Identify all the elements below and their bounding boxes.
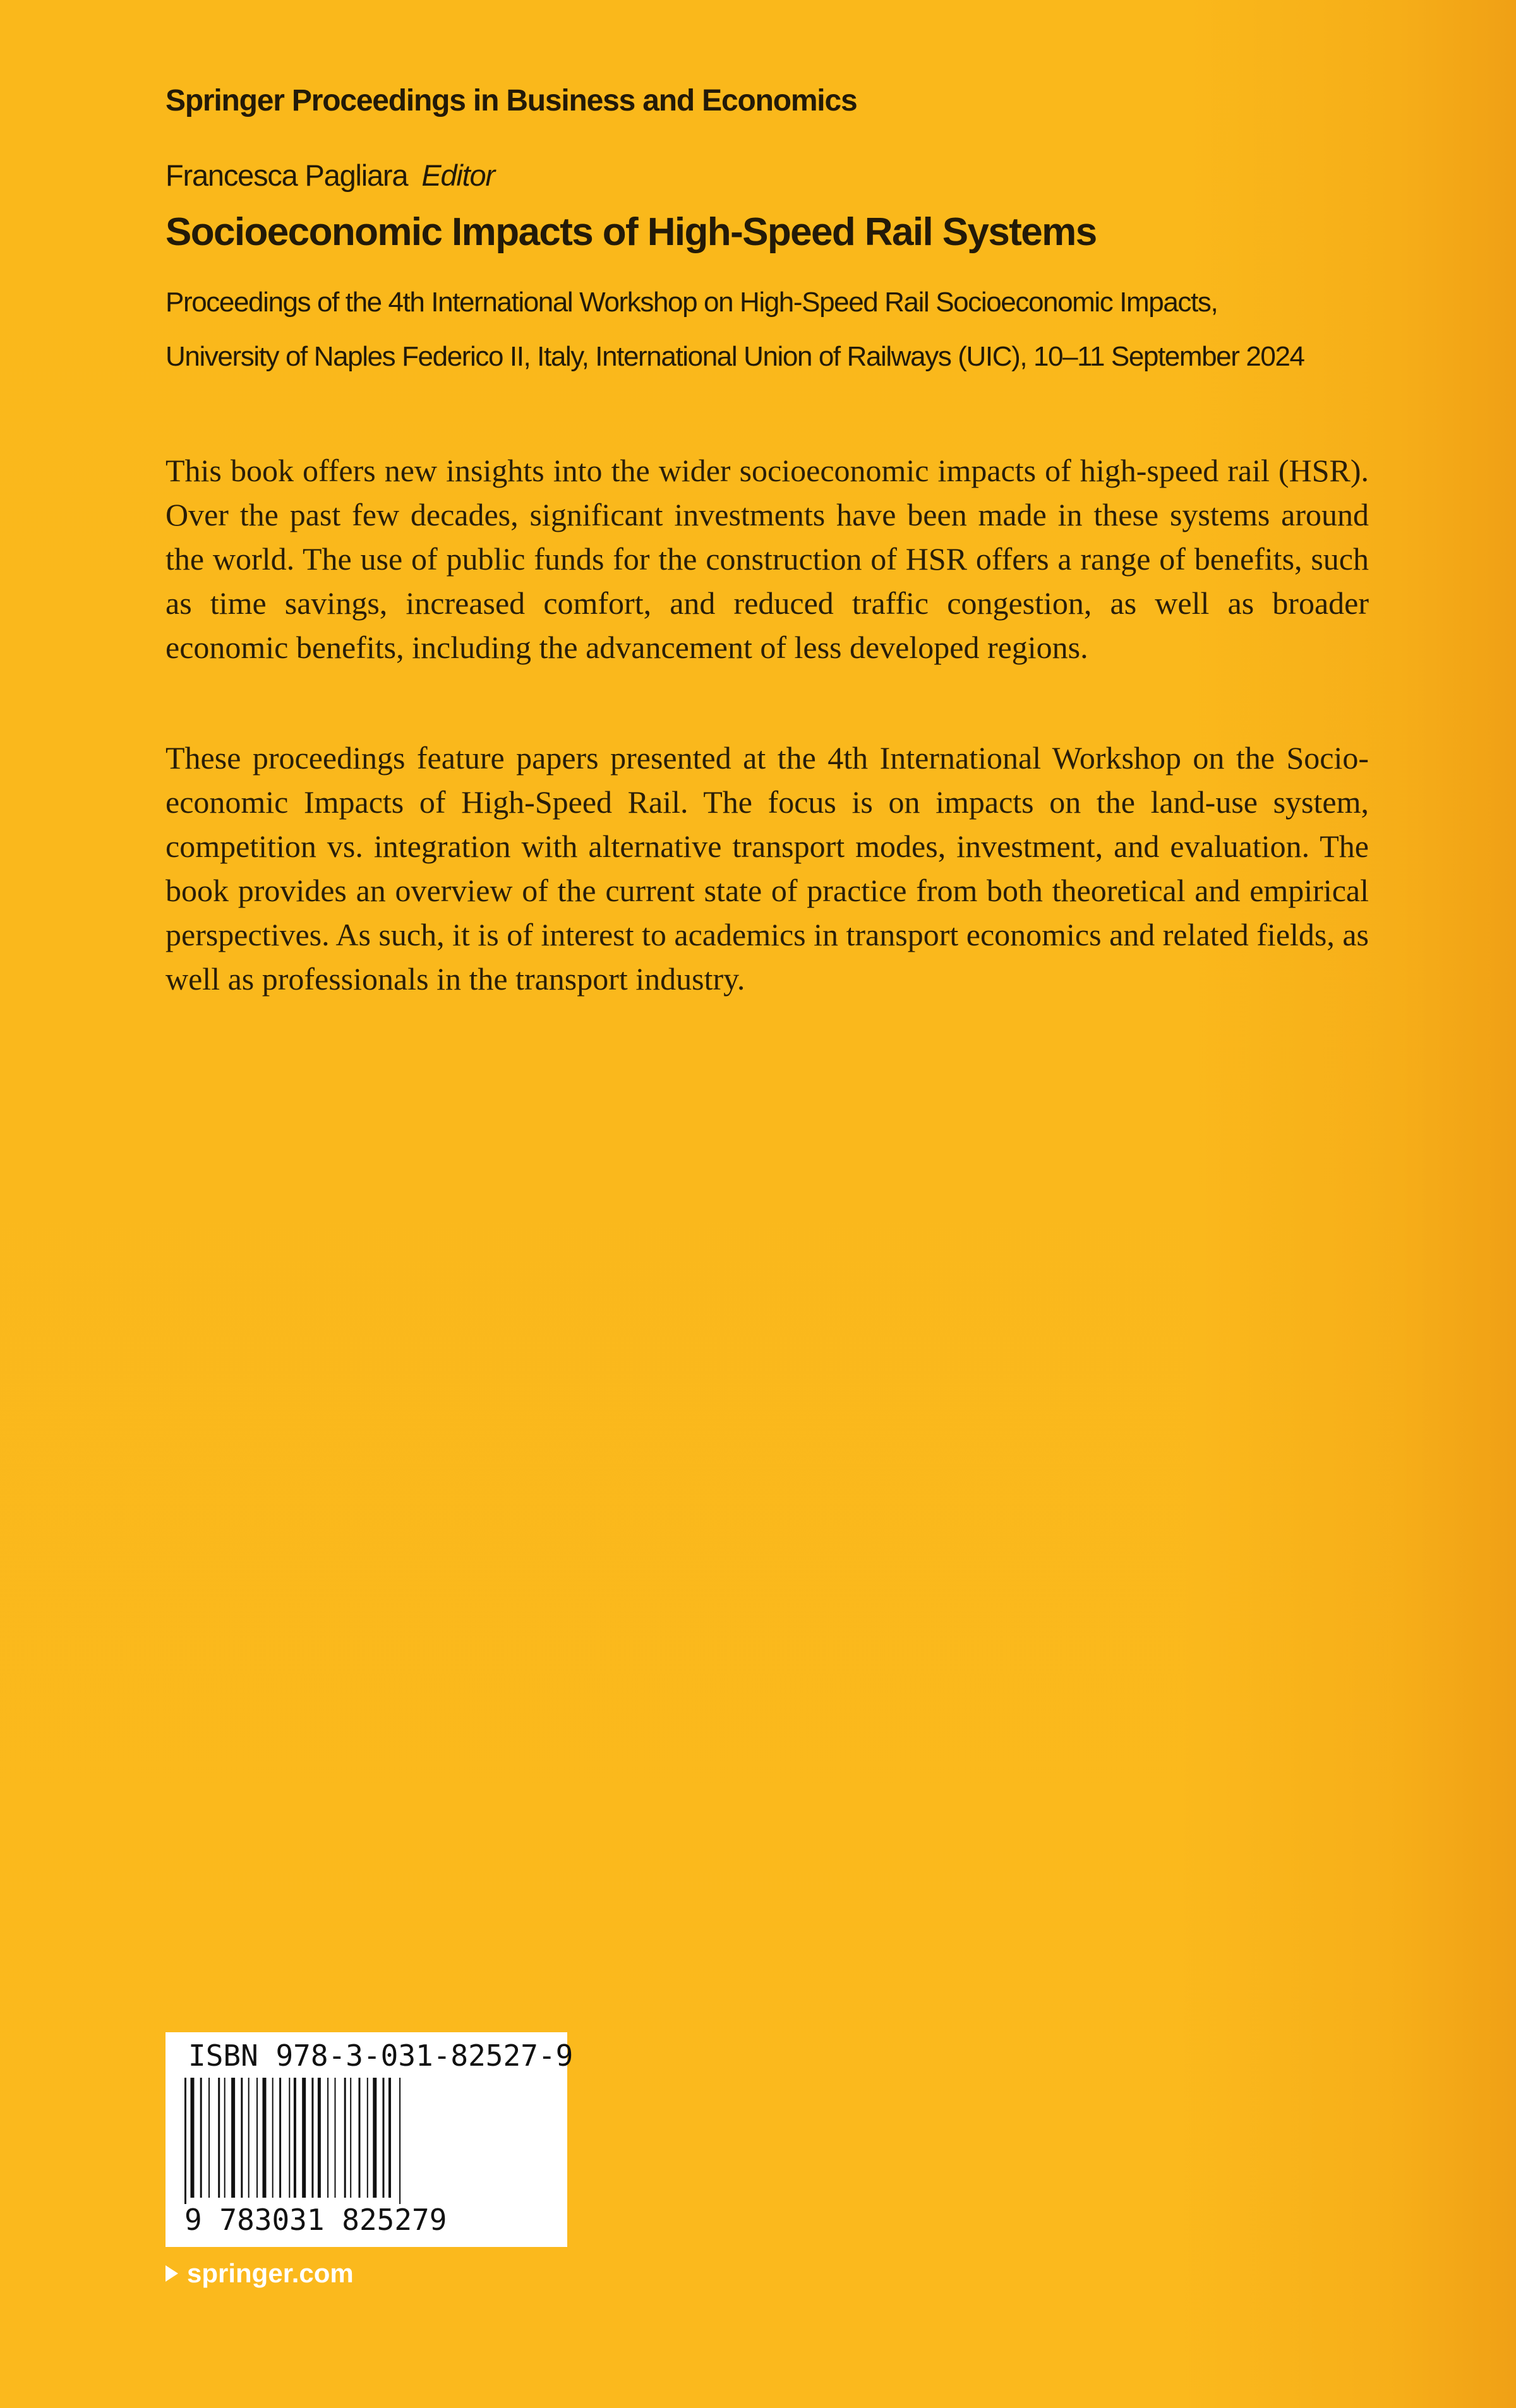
blurb-paragraph-1: This book offers new insights into the wider socioeconomic impacts of high-speed rail (HSR). Over the past few decades, significant investments have been made in these systems around the world. The use of public funds for the construction of HSR offers a range of benefits, such as time savings, increased comfort, and reduced traffic congestion, as well as broader economic benefits, including the advancement of less developed regions. [165, 453, 1369, 665]
barcode-bar [248, 2078, 250, 2198]
barcode-bar [373, 2078, 376, 2198]
subtitle-line-2: University of Naples Federico II, Italy, International Union of Railways (UIC), 10–11 September 2024 [165, 341, 1304, 372]
isbn-barcode [165, 2032, 574, 2247]
barcode-bar [388, 2078, 391, 2198]
springer-link[interactable] [165, 2258, 354, 2289]
barcode-bar [294, 2078, 296, 2198]
barcode-bars [184, 2078, 538, 2204]
barcode-bar [367, 2078, 368, 2198]
barcode-bar [263, 2078, 267, 2198]
editor-name: Francesca Pagliara [165, 159, 408, 192]
barcode-bar [302, 2078, 306, 2198]
barcode-bar [350, 2078, 351, 2198]
barcode-bar [289, 2078, 290, 2198]
arrow-right-icon [165, 2265, 178, 2282]
book-subtitle [165, 275, 1429, 384]
barcode-digits: 9 783031 825279 [184, 2203, 447, 2237]
barcode-bar [318, 2078, 321, 2198]
barcode-bar [311, 2078, 313, 2198]
editor-role: Editor [421, 159, 495, 192]
barcode-bar [200, 2078, 202, 2198]
barcode-bar [335, 2078, 336, 2198]
barcode-bar [191, 2078, 195, 2198]
barcode-bar [224, 2078, 226, 2198]
editor-line [165, 158, 495, 193]
barcode-bar [344, 2078, 346, 2198]
series-title: Springer Proceedings in Business and Economics [165, 84, 857, 117]
barcode-bar [272, 2078, 274, 2198]
barcode-bar [241, 2078, 243, 2198]
book-title: Socioeconomic Impacts of High-Speed Rail Systems [165, 210, 1097, 254]
isbn-label: ISBN 978-3-031-82527-9 [188, 2039, 574, 2073]
barcode-bar [208, 2078, 210, 2198]
barcode-bar [231, 2078, 235, 2198]
barcode-bar [327, 2078, 328, 2198]
barcode-bar [256, 2078, 258, 2198]
barcode-bar [359, 2078, 361, 2198]
barcode-bar [399, 2078, 400, 2204]
subtitle-line-1: Proceedings of the 4th International Workshop on High-Speed Rail Socioeconomic Impacts, [165, 287, 1218, 318]
barcode-bar [184, 2078, 186, 2204]
barcode-bar [218, 2078, 220, 2198]
barcode-bar [383, 2078, 385, 2198]
barcode-bar [279, 2078, 281, 2198]
springer-link-label: springer.com [187, 2258, 354, 2288]
blurb-paragraph-2: These proceedings feature papers presented at the 4th International Workshop on the Socio-economic Impacts of High-Speed Rail. The focus is on impacts on the land-use system, competition vs. integration with alternative transport modes, investment, and evaluation. The book provides an overview of the current state of practice from both theoretical and empirical perspectives. As such, it is of interest to academics in transport economics and related fields, as well as professionals in the transport industry. [165, 740, 1369, 997]
